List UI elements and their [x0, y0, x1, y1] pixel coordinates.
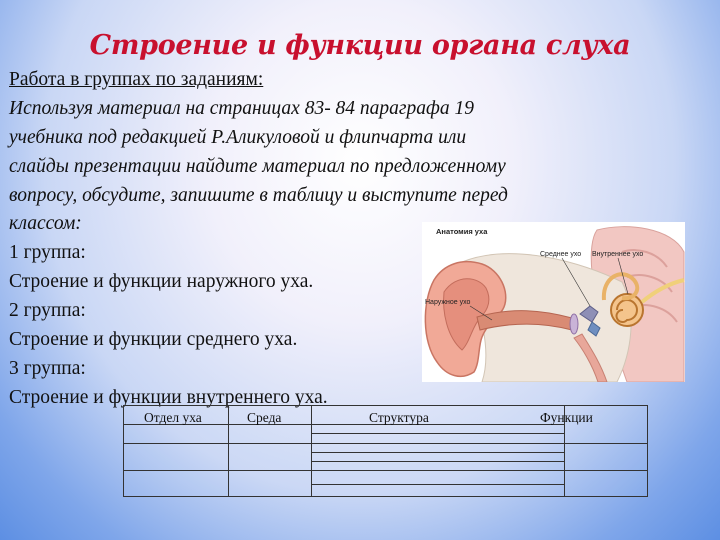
group-3-label: 3 группа:: [9, 358, 86, 379]
diagram-label-middle-ear: Среднее ухо: [540, 251, 582, 258]
table-row-divider: [311, 484, 564, 485]
table-column-divider: [228, 406, 229, 496]
table-row-divider: [124, 470, 647, 471]
table-row-divider: [124, 443, 647, 444]
diagram-title: Анатомия уха: [436, 227, 488, 236]
group-1-label: 1 группа:: [9, 242, 86, 263]
table-header-ear-section: Отдел уха: [144, 410, 202, 425]
slide-title: Строение и функции органа слуха: [89, 30, 631, 61]
table-column-divider: [311, 406, 312, 496]
table-header-functions: Функции: [540, 410, 593, 425]
answer-table: [123, 405, 648, 497]
group-2-label: 2 группа:: [9, 300, 86, 321]
table-header-structure: Структура: [369, 410, 429, 425]
group-3-task: Строение и функции внутреннего уха.: [9, 387, 328, 408]
group-1-task: Строение и функции наружного уха.: [9, 271, 314, 292]
diagram-label-outer-ear: Наружное ухо: [425, 299, 471, 306]
ear-anatomy-diagram: [422, 222, 685, 382]
diagram-label-inner-ear: Внутреннее ухо: [592, 251, 644, 258]
instruction-line: классом:: [9, 213, 82, 234]
instruction-line: Используя материал на страницах 83- 84 параграфа 19: [9, 98, 475, 119]
group-2-task: Строение и функции среднего уха.: [9, 329, 298, 350]
instruction-line: вопросу, обсудите, запишите в таблицу и выступите перед: [9, 185, 508, 206]
table-header-environment: Среда: [247, 410, 282, 425]
instruction-line: слайды презентации найдите материал по предложенному: [9, 156, 506, 177]
table-row-divider: [311, 433, 564, 434]
instruction-line: учебника под редакцией Р.Аликуловой и флипчарта или: [9, 127, 467, 148]
task-heading: Работа в группах по заданиям:: [9, 69, 264, 90]
table-row-divider: [311, 461, 564, 462]
table-row-divider: [311, 452, 564, 453]
